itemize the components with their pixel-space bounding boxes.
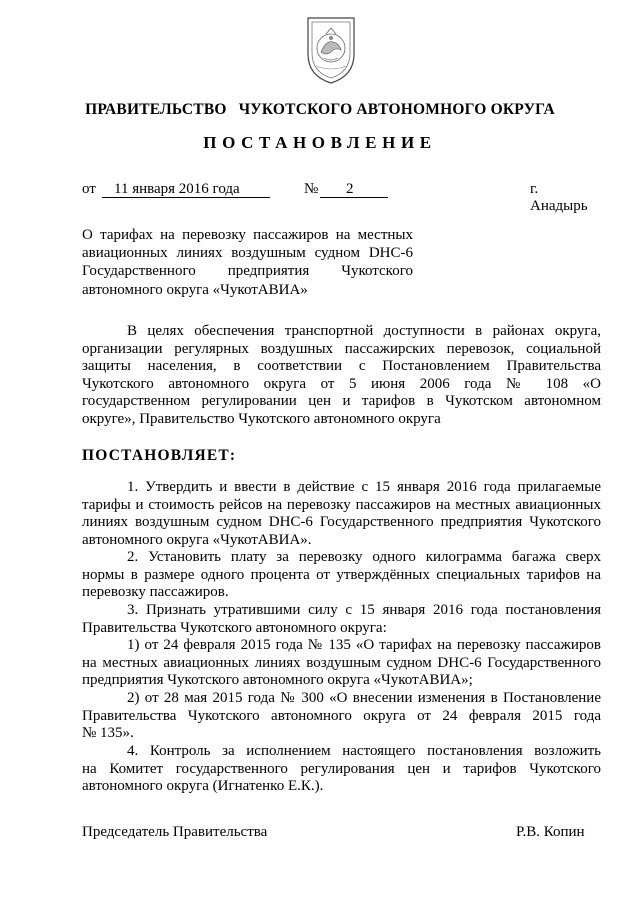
text-line: Чукотского автономного округа от 5 июня 2006 года № 108 «О <box>82 375 601 392</box>
text-line: предприятия Чукотского автономного округа «ЧукотАВИА»; <box>82 672 473 689</box>
signatory-position: Председатель Правительства <box>82 824 268 840</box>
text-line: на Комитет государственного регулирования цен и тарифов Чукотского <box>82 760 601 777</box>
subject-line: Государственного предприятия Чукотского <box>82 263 413 280</box>
text-line: 3. Признать утратившими силу с 15 января 2016 года постановления <box>127 602 601 618</box>
item-2-paragraph <box>82 549 601 602</box>
number-label: № <box>304 181 319 197</box>
document-number: 2 <box>320 181 388 198</box>
item-3-1-paragraph <box>82 637 601 690</box>
preamble-paragraph <box>82 323 601 429</box>
text-line: тарифы и стоимость рейсов на перевозку пассажиров на местных авиационных <box>82 496 601 513</box>
subject-line: автономного округа «ЧукотАВИА» <box>82 281 308 298</box>
text-line: организации регулярных воздушных пассажирских перевозок, социальной <box>82 340 601 357</box>
text-line: 1) от 24 февраля 2015 года № 135 «О тарифах на перевозку пассажиров <box>127 637 601 653</box>
text-line: государственном регулировании цен и тарифов в Чукотском автономном <box>82 393 601 410</box>
text-line: защиты населения, в соответствии с Постановлением Правительства <box>82 358 601 375</box>
from-label: от <box>82 181 96 197</box>
text-line: 2. Установить плату за перевозку одного килограмма багажа сверх <box>127 549 601 565</box>
subject-line: авиационных линиях воздушным судном DHC-6 <box>82 245 413 262</box>
text-line: Правительства Чукотского автономного округа: <box>82 619 387 636</box>
text-line: 1. Утвердить и ввести в действие с 15 января 2016 года прилагаемые <box>127 479 601 495</box>
text-line: Правительства Чукотского автономного округа от 24 февраля 2015 года <box>82 707 601 724</box>
text-line: автономного округа (Игнатенко Е.К.). <box>82 778 324 795</box>
subject-line: О тарифах на перевозку пассажиров на местных <box>82 227 413 243</box>
document-type-title: ПОСТАНОВЛЕНИЕ <box>203 133 437 152</box>
item-4-paragraph <box>82 743 601 796</box>
document-subject <box>82 226 413 299</box>
resolves-heading: ПОСТАНОВЛЯЕТ: <box>82 447 237 464</box>
item-3-paragraph <box>82 602 601 637</box>
text-line: № 135». <box>82 725 134 742</box>
text-line: линиях воздушным судном DHC-6 Государственного предприятия Чукотского <box>82 514 601 531</box>
signatory-name: Р.В. Копин <box>516 824 585 840</box>
document-date: 11 января 2016 года <box>102 181 270 198</box>
document-city: г. Анадырь <box>530 181 588 214</box>
text-line: 4. Контроль за исполнением настоящего постановления возложить <box>127 743 601 759</box>
text-line: перевозку пассажиров. <box>82 584 229 601</box>
text-line: на местных авиационных линиях воздушным судном DHC-6 Государственного <box>82 654 601 671</box>
item-1-paragraph <box>82 479 601 549</box>
text-line: автономного округа «ЧукотАВИА». <box>82 531 312 548</box>
coat-of-arms-emblem <box>302 12 360 86</box>
organization-title: ПРАВИТЕЛЬСТВО ЧУКОТСКОГО АВТОНОМНОГО ОКРУГА <box>85 101 555 118</box>
text-line: округе», Правительство Чукотского автономного округа <box>82 410 441 427</box>
text-line: нормы в размере одного процента от утверждённых специальных тарифов на <box>82 566 601 583</box>
document-meta-line <box>82 181 598 214</box>
item-3-2-paragraph <box>82 690 601 743</box>
text-line: В целях обеспечения транспортной доступности в районах округа, <box>127 323 601 339</box>
text-line: 2) от 28 мая 2015 года № 300 «О внесении изменения в Постановление <box>127 690 601 706</box>
